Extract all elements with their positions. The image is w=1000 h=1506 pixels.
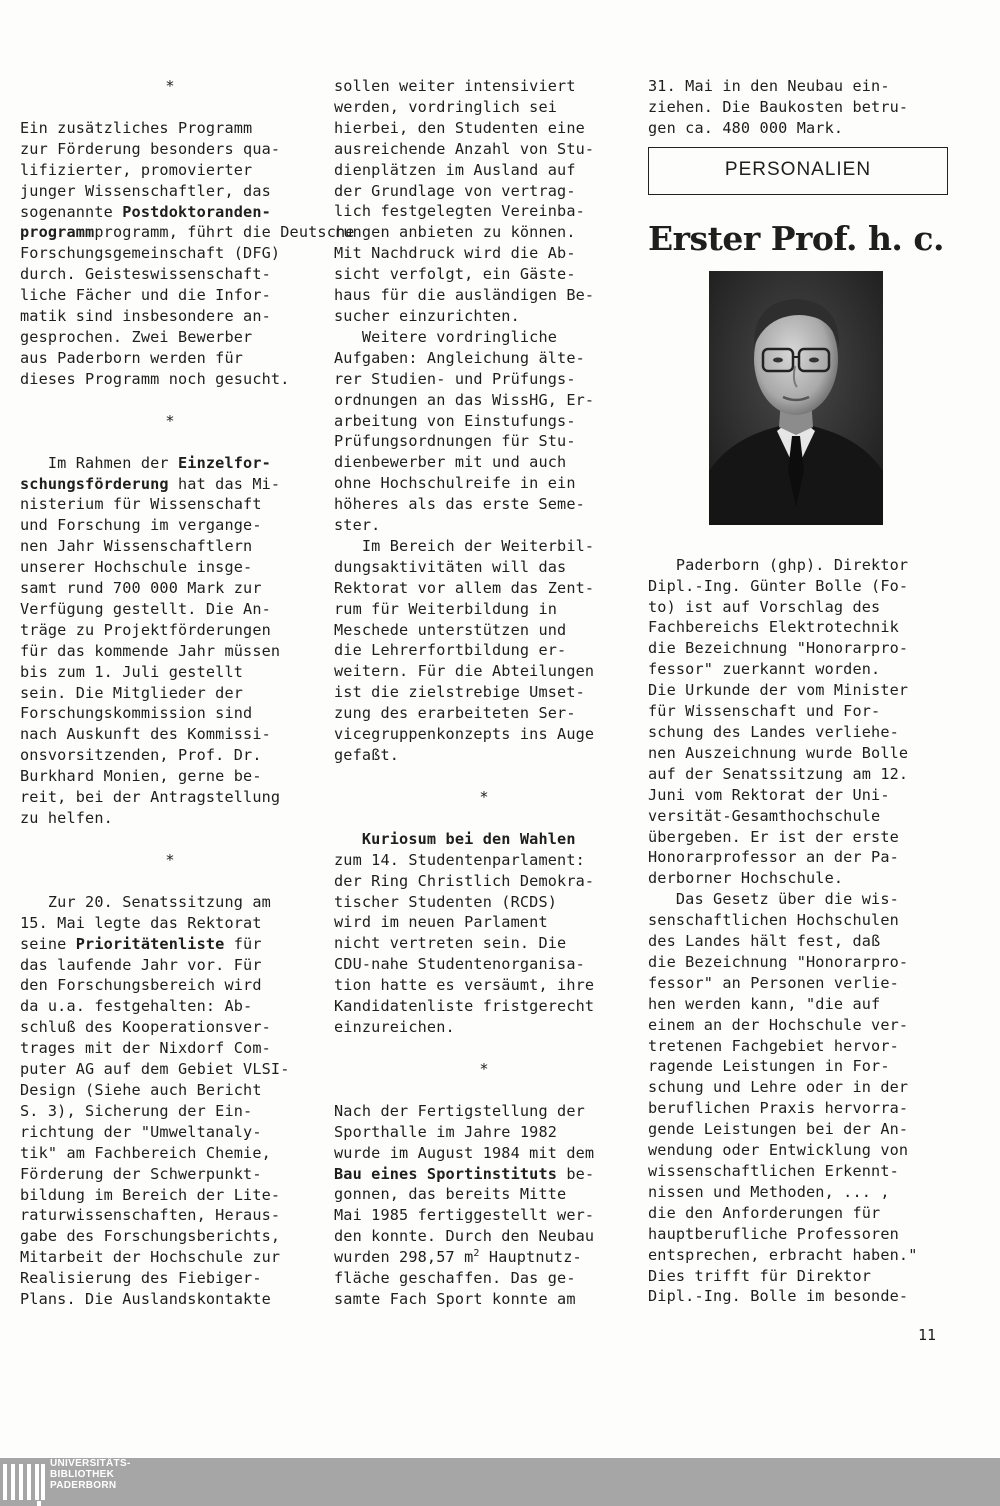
paragraph-postdoc: Ein zusätzliches Programm zur Förderung besonders qua- lifizierter, promovierter junger Wissenschaftler, das sogenannte Postdoktoranden- programmprogramm, führt die Deutsche Forschungsgemeinschaft (DFG) durch. Geisteswissenschaft- liche Fächer und die Infor- matik sind insbesondere an- gesprochen. Zwei Bewerber aus Paderborn werden für dieses Programm noch gesucht. (20, 118, 355, 388)
library-footer (0, 1458, 1000, 1506)
column-2 (334, 76, 634, 1310)
paragraph-bolle: Paderborn (ghp). Direktor Dipl.-Ing. Günter Bolle (Fo- to) ist auf Vorschlag des Fachbereichs Elektrotechnik die Bezeichnung "Honorarpro- fessor" zuerkannt worden. Die Urkunde der vom Minister für Wissenschaft und For- schung des Landes verliehe- nen Auszeichnung wurde Bolle auf der Senatssitzung am 12. Juni vom Rektorat der Uni- versität-Gesamthochschule übergeben. Er ist der erste Honorarprofessor an der Pa- derborner Hochschule. Das Gesetz über die wis- senschaftlichen Hochschulen des Landes hält fest, daß die Bezeichnung "Honorarpro- fessor" an Personen verlie- hen werden kann, "die auf einem an der Hochschule ver- tretenen Fachgebiet hervor- ragende Leistungen in For- schung und Lehre oder in der beruflichen Praxis hervorra- gende Leistungen bei der An- wendung oder Entwicklung von wissenschaftlichen Erkennt- nissen und Methoden, ... , die den Anforderungen für hauptberufliche Professoren entsprechen, erbracht haben." Dies trifft für Direktor Dipl.-Ing. Bolle im besonde- (648, 555, 918, 1306)
paragraph-kuriosum: Kuriosum bei den Wahlen zum 14. Studentenparlament: der Ring Christlich Demokra- tischer Studenten (RCDS) wird im neuen Parlament nicht vertreten sein. Die CDU-nahe Studentenorganisa- tion hatte es versäumt, ihre Kandidatenliste fristgerecht einzureichen. (334, 829, 595, 1036)
separator-star: * (165, 411, 175, 430)
library-logo-icon (3, 1464, 47, 1506)
library-name: UNIVERSITÄTS- BIBLIOTHEK PADERBORN (50, 1458, 131, 1491)
headline: Erster Prof. h. c. (648, 218, 944, 258)
portrait-photo (709, 271, 883, 525)
paragraph-auslandskontakte: sollen weiter intensiviert werden, vordringlich sei hierbei, den Studenten eine ausreichende Anzahl von Stu- dienplätzen im Ausland auf der Grundlage von vertrag- lich festgelegten Vereinba- rungen anbieten zu können. Mit Nachdruck wird die Ab- sicht verfolgt, ein Gäste- haus für die ausländigen Be- sucher einzurichten. Weitere vordringliche Aufgaben: Angleichung älte- rer Studien- und Prüfungs- ordnungen an das WissHG, Er- arbeitung von Einstufungs- Prüfungsordnungen für Stu- dienbewerber mit und auch ohne Hochschulreife in ein höheres als das erste Seme- ster. Im Bereich der Weiterbil- dungsaktivitäten will das Rektorat vor allem das Zent- rum für Weiterbildung in Meschede unterstützen und die Lehrerfortbildung er- weitern. Für die Abteilungen ist die zielstrebige Umset- zung des erarbeiteten Ser- vicegruppenkonzepts ins Auge gefaßt. (334, 77, 595, 764)
separator-star: * (165, 77, 175, 95)
paragraph-einzelforschung: Im Rahmen der Einzelfor- schungsförderung hat das Mi- nisterium für Wissenschaft und Forschung im vergange- nen Jahr Wissenschaftlern unserer Hochschule insge- samt rund 700 000 Mark zur Verfügung gestellt. Die An- träge zu Projektförderungen für das kommende Jahr müssen bis zum 1. Juli gestellt sein. Die Mitglieder der Forschungskommission sind nach Auskunft des Kommissi- onsvorsitzenden, Prof. Dr. Burkhard Monien, gerne be- reit, bei der Antragstellung zu helfen. (20, 453, 281, 827)
paragraph-baukosten: 31. Mai in den Neubau ein- ziehen. Die Baukosten betru- gen ca. 480 000 Mark. (648, 77, 909, 137)
portrait-illustration (709, 271, 883, 525)
paragraph-sportinstitut: Nach der Fertigstellung der Sporthalle im Jahre 1982 wurde im August 1984 mit dem Bau eines Sportinstituts be- gonnen, das bereits Mitte Mai 1985 fertiggestellt wer- den konnte. Durch den Neubau wurden 298,57 $m^2$ Hauptnutz- fläche geschaffen. Das ge- samte Fach Sport konnte am (334, 1101, 595, 1308)
separator-star: * (479, 787, 489, 806)
column-1 (20, 76, 355, 1310)
paragraph-senatssitzung: Zur 20. Senatssitzung am 15. Mai legte das Rektorat seine Prioritätenliste für das laufende Jahr vor. Für den Forschungsbereich wird da u.a. festgehalten: Ab- schluß des Kooperationsver- trages mit der Nixdorf Com- puter AG auf dem Gebiet VLSI- Design (Siehe auch Bericht S. 3), Sicherung der Ein- richtung der "Umweltanaly- tik" am Fachbereich Chemie, Förderung der Schwerpunkt- bildung im Bereich der Lite- raturwissenschaften, Heraus- gabe des Forschungsberichts, Mitarbeit der Hochschule zur Realisierung des Fiebiger- Plans. Die Auslandskontakte (20, 892, 290, 1309)
section-label-personalien: PERSONALIEN (648, 147, 948, 195)
page-number: 11 (918, 1326, 937, 1344)
tail: programm, führt die Deutsche (94, 223, 355, 242)
separator-star: * (479, 1059, 489, 1078)
separator-star: * (165, 850, 175, 869)
column-3 (648, 76, 948, 1307)
